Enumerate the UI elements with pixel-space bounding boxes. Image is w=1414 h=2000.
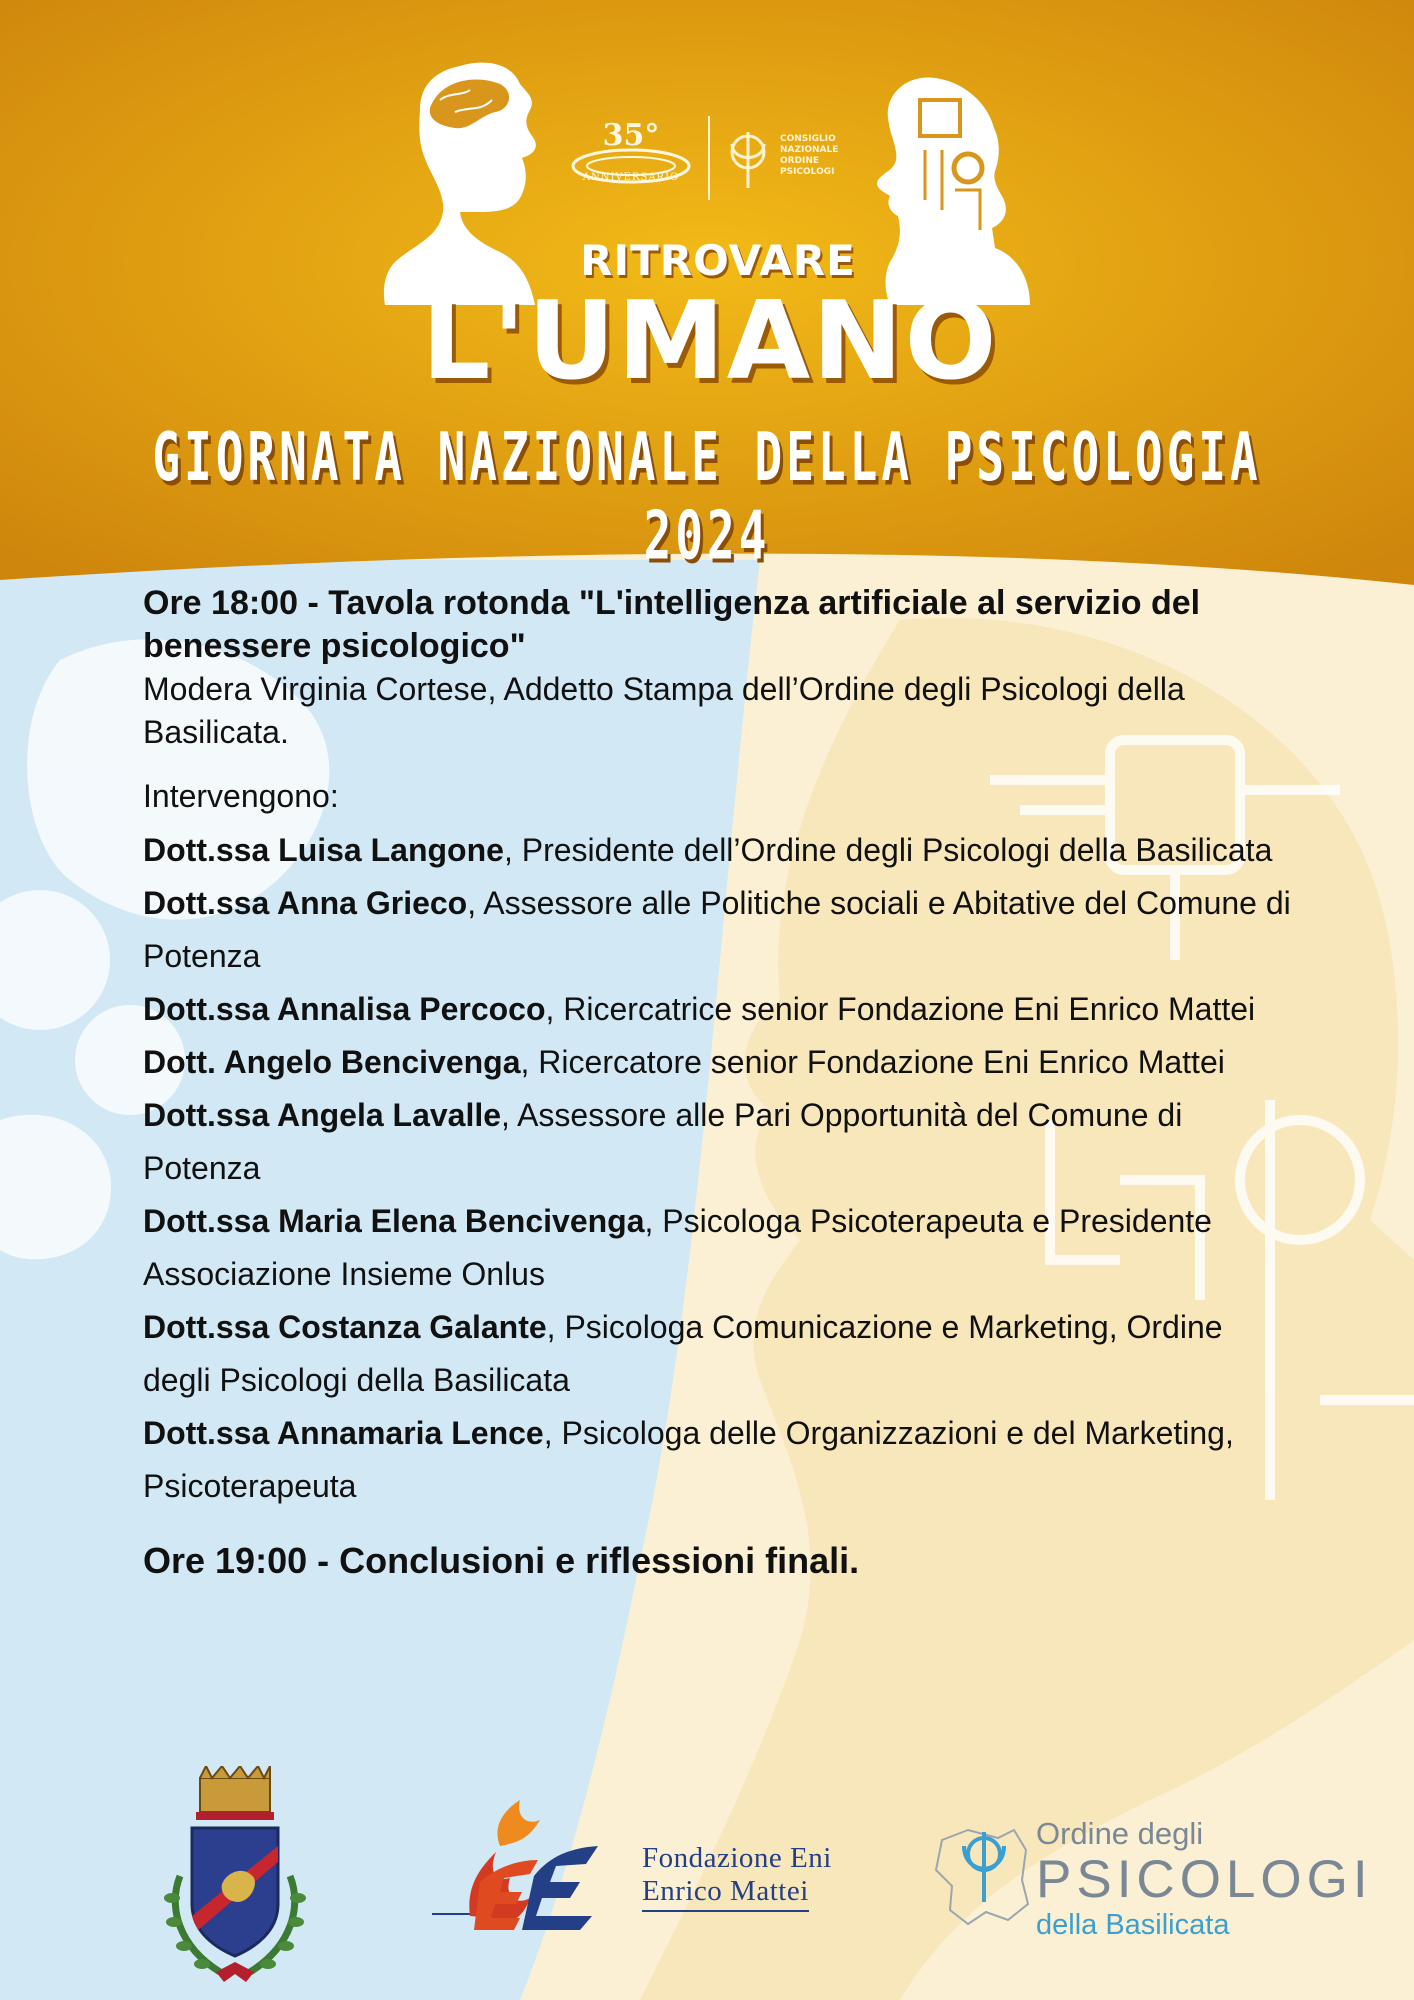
speaker-role: , Ricercatore senior Fondazione Eni Enrico Mattei	[520, 1044, 1225, 1080]
speaker-name: Dott.ssa Anna Grieco	[143, 885, 468, 921]
cnop-line-3: ORDINE	[780, 156, 820, 166]
title-main: L'UMANO	[421, 279, 999, 404]
speaker-item	[143, 824, 1293, 877]
speaker-role: , Psicologa Comunicazione e Marketing, Ordine degli Psicologi della Basilicata	[143, 1309, 1223, 1398]
ordine-line-3: della Basilicata	[1036, 1909, 1230, 1941]
feem-flame-icon	[430, 1786, 630, 1936]
speaker-role: , Psicologa Psicoterapeuta e Presidente Associazione Insieme Onlus	[143, 1203, 1212, 1292]
feem-line-1: Fondazione Eni	[642, 1842, 832, 1874]
feem-line-2: Enrico Mattei	[642, 1875, 809, 1912]
ordine-text	[1036, 1816, 1373, 1942]
feem-text	[642, 1842, 832, 1912]
speaker-item	[143, 1036, 1293, 1089]
cnop-line-4: PSICOLOGI	[780, 167, 835, 177]
feem-logo	[430, 1786, 880, 1936]
conclusion-text: Ore 19:00 - Conclusioni e riflessioni finali.	[143, 1540, 860, 1581]
speaker-name: Dott.ssa Angela Lavalle	[143, 1097, 502, 1133]
speaker-name: Dott.ssa Maria Elena Bencivenga	[143, 1203, 645, 1239]
speakers-intro: Intervengono:	[143, 778, 339, 814]
speaker-role: , Assessore alle Pari Opportunità del Comune di Potenza	[143, 1097, 1183, 1186]
event-subtitle: GIORNATA NAZIONALE DELLA PSICOLOGIA 2024	[152, 417, 1262, 575]
cnop-line-1: CONSIGLIO	[780, 134, 836, 144]
speaker-role: , Ricercatrice senior Fondazione Eni Enrico Mattei	[545, 991, 1256, 1027]
speaker-name: Dott. Angelo Bencivenga	[143, 1044, 521, 1080]
speaker-name: Dott.ssa Costanza Galante	[143, 1309, 547, 1345]
speaker-role: , Psicologa delle Organizzazioni e del Marketing, Psicoterapeuta	[143, 1415, 1234, 1504]
cnop-line-2: NAZIONALE	[780, 145, 839, 155]
anniversary-label: ANNIVERSARIO	[582, 172, 680, 183]
speaker-item	[143, 983, 1293, 1036]
speaker-name: Dott.ssa Luisa Langone	[143, 832, 504, 868]
ordine-line-1: Ordine degli	[1036, 1816, 1204, 1851]
divider	[708, 116, 710, 200]
speaker-role: , Presidente dell’Ordine degli Psicologi della Basilicata	[503, 832, 1273, 868]
speaker-item	[143, 877, 1293, 983]
speaker-role: , Assessore alle Politiche sociali e Abitative del Comune di Potenza	[143, 885, 1291, 974]
anniversary-number: 35°	[602, 118, 660, 153]
speaker-item	[143, 1089, 1293, 1195]
programme	[143, 582, 1293, 1585]
comune-potenza-crest-icon	[150, 1766, 320, 1988]
title-top: RITROVARE	[580, 236, 856, 285]
speaker-item	[143, 1407, 1293, 1513]
speaker-name: Dott.ssa Annalisa Percoco	[143, 991, 546, 1027]
poster-header	[0, 0, 1414, 575]
ordine-line-2: PSICOLOGI	[1036, 1850, 1373, 1909]
anniversary-logo	[566, 110, 696, 200]
speaker-item	[143, 1301, 1293, 1407]
speaker-name: Dott.ssa Annamaria Lence	[143, 1415, 544, 1451]
speaker-item	[143, 1195, 1293, 1301]
moderator-text: Modera Virginia Cortese, Addetto Stampa dell’Ordine degli Psicologi della Basilicata.	[143, 671, 1185, 750]
basilicata-map-psi-icon	[928, 1820, 1038, 1930]
session-heading: Ore 18:00 - Tavola rotonda "L'intelligenza artificiale al servizio del benessere psicologico"	[143, 584, 1201, 665]
psi-icon	[718, 122, 778, 192]
ordine-psicologi-basilicata-logo	[928, 1816, 1373, 1956]
cnop-text	[780, 134, 838, 178]
cnop-logo	[708, 112, 858, 202]
